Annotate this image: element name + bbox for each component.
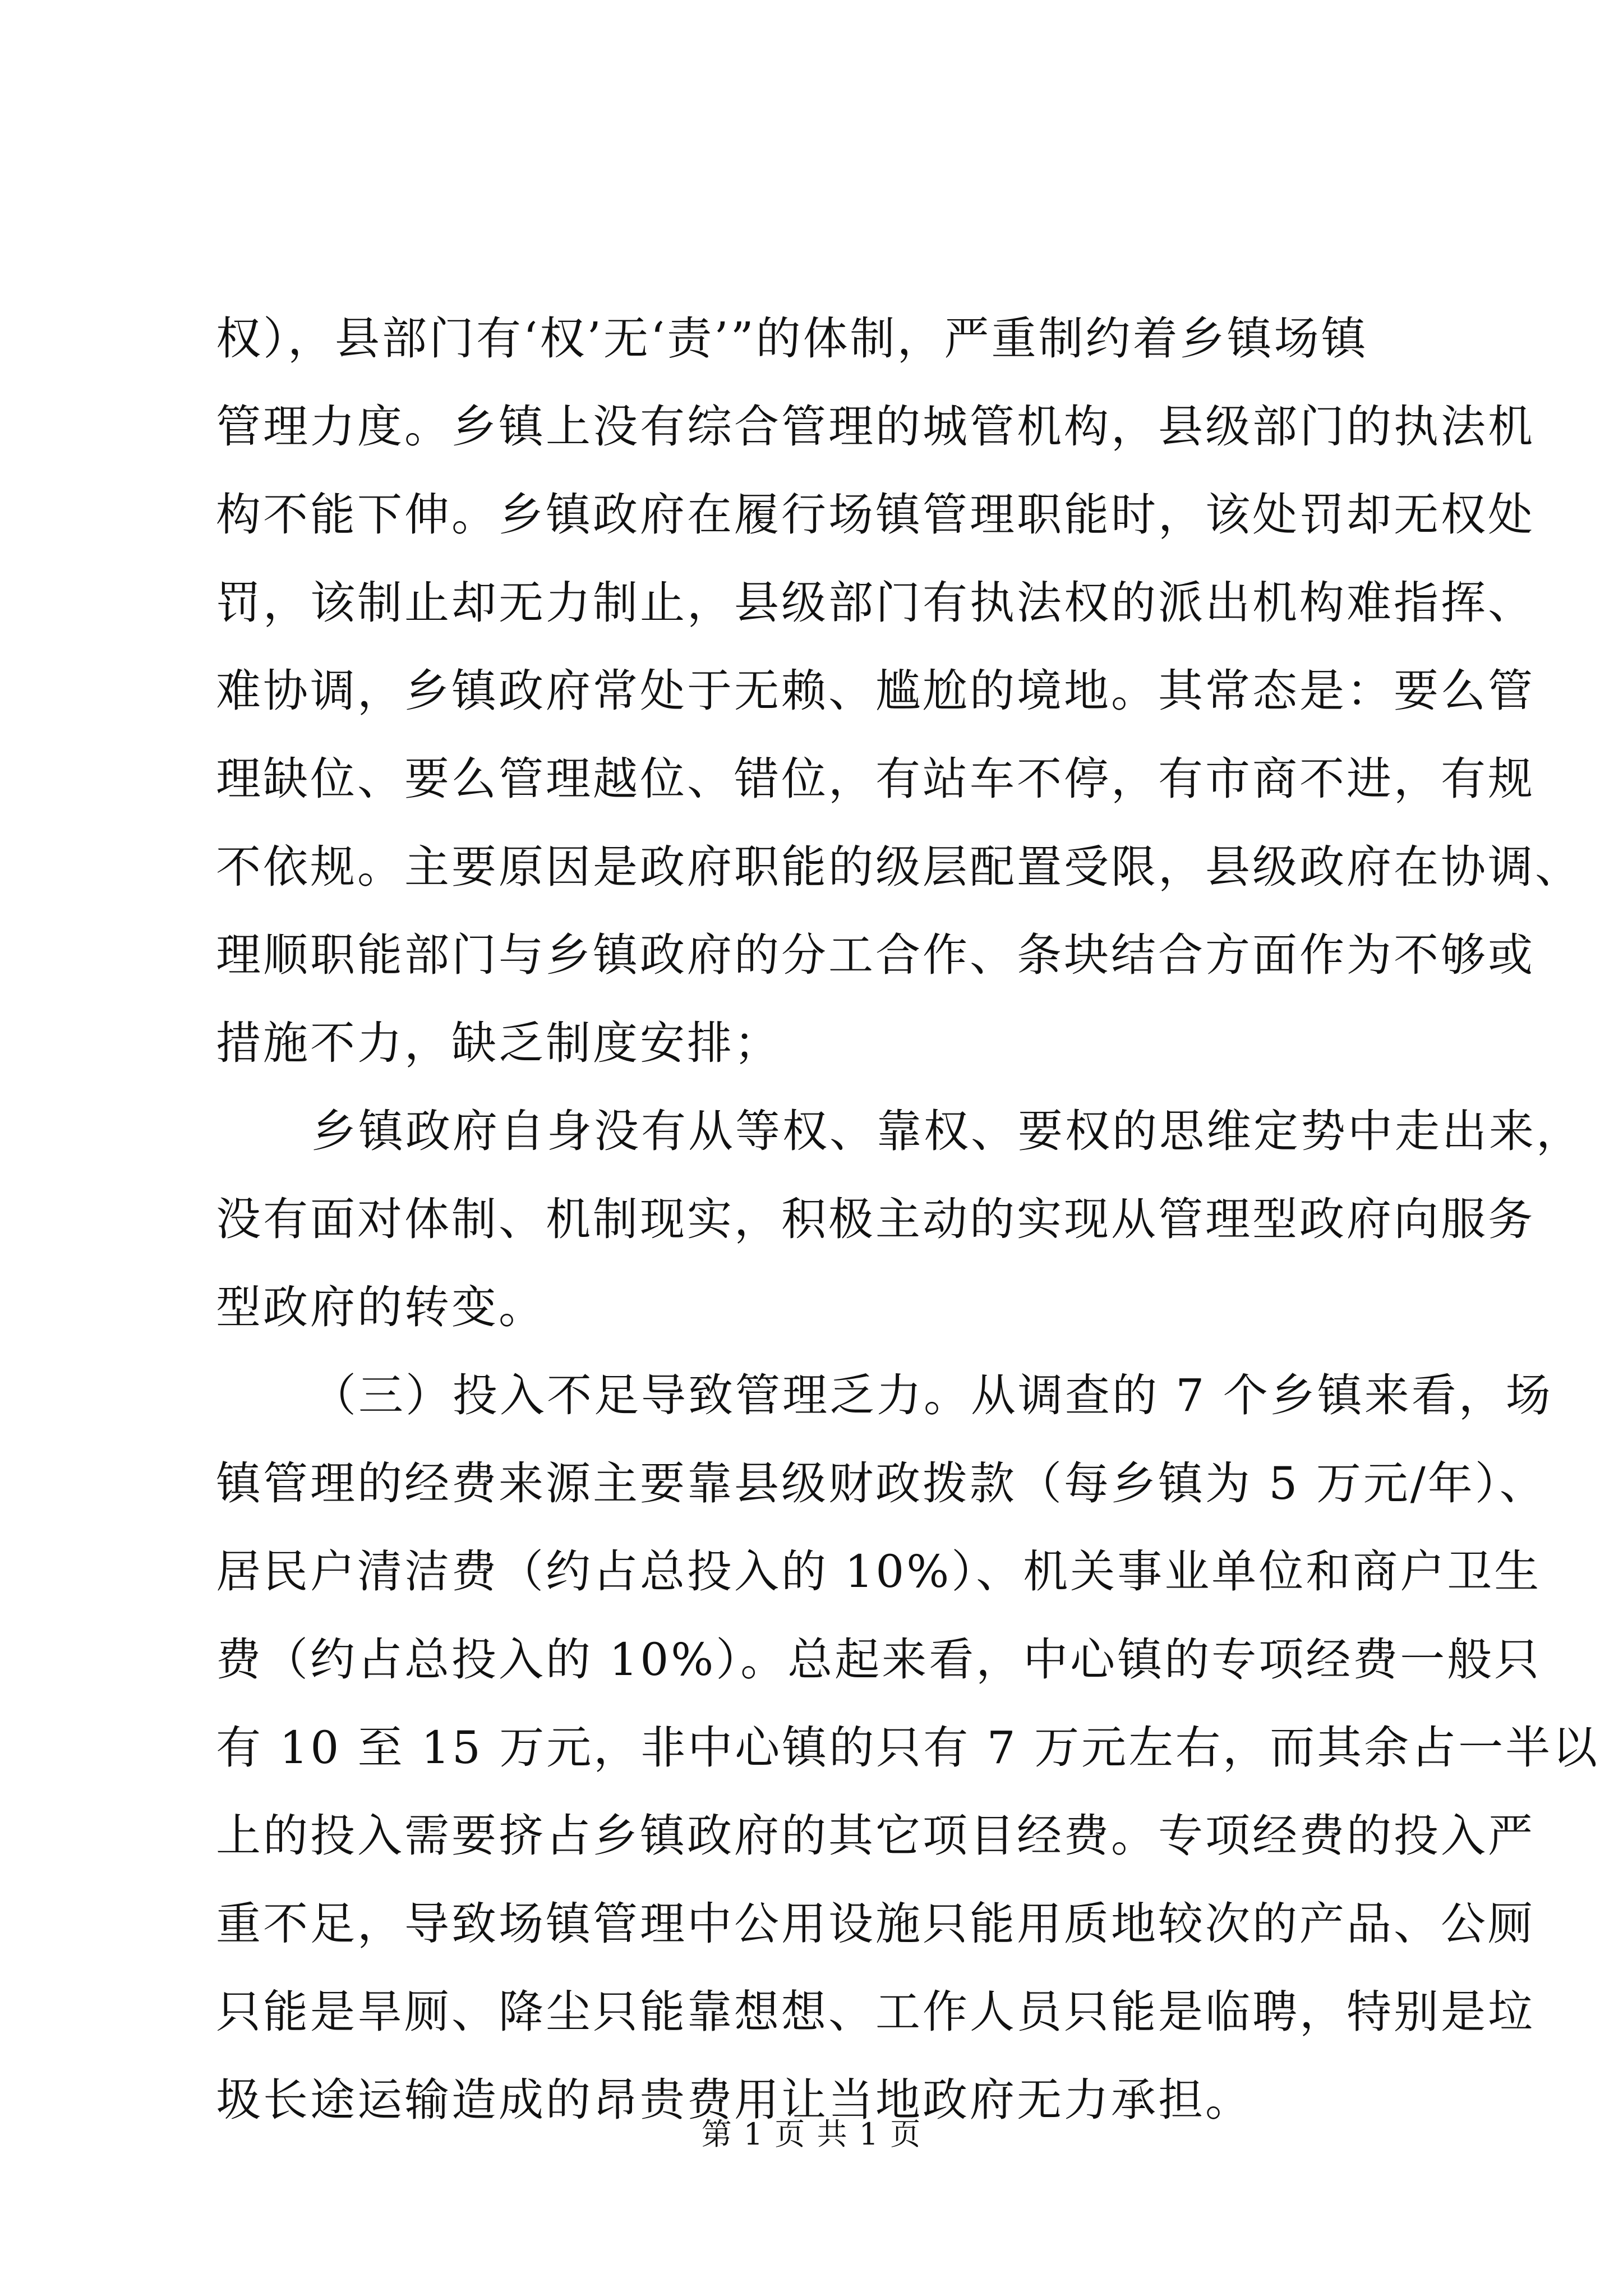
text-line: 镇管理的经费来源主要靠县级财政拨款（每乡镇为 5 万元/年）、 (216, 1457, 1547, 1510)
text-line: 难协调，乡镇政府常处于无赖、尴尬的境地。其常态是：要么管 (216, 665, 1535, 717)
text-line: 只能是旱厕、降尘只能靠想想、工作人员只能是临聘，特别是垃 (216, 1986, 1535, 2038)
text-line: 措施不力，缺乏制度安排； (216, 1017, 781, 1069)
text-line: 型政府的转变。 (216, 1281, 546, 1333)
text-line: 上的投入需要挤占乡镇政府的其它项目经费。专项经费的投入严 (216, 1810, 1535, 1862)
page-footer (0, 2112, 1623, 2157)
text-line: 没有面对体制、机制现实，积极主动的实现从管理型政府向服务 (216, 1193, 1535, 1245)
body-text (216, 295, 1600, 2144)
text-line: 罚，该制止却无力制止，县级部门有执法权的派出机构难指挥、 (216, 577, 1535, 629)
text-line: 理缺位、要么管理越位、错位，有站车不停，有市商不进，有规 (216, 753, 1535, 805)
text-line: 权），县部门有‘权’无‘责’”的体制，严重制约着乡镇场镇 (216, 312, 1368, 365)
text-line: 重不足，导致场镇管理中公用设施只能用质地较次的产品、公厕 (216, 1898, 1535, 1950)
text-line: 有 10 至 15 万元，非中心镇的只有 7 万元左右，而其余占一半以 (216, 1722, 1600, 1774)
text-line: 不依规。主要原因是政府职能的级层配置受限，县级政府在协调、 (216, 841, 1582, 893)
text-line: 理顺职能部门与乡镇政府的分工合作、条块结合方面作为不够或 (216, 929, 1535, 981)
text-line: 费（约占总投入的 10%）。总起来看，中心镇的专项经费一般只 (216, 1634, 1542, 1686)
text-line: （三）投入不足导致管理乏力。从调查的 7 个乡镇来看，场 (311, 1369, 1553, 1421)
text-line: 圾长途运输造成的昂贵费用让当地政府无力承担。 (216, 2074, 1252, 2126)
text-line: 居民户清洁费（约占总投入的 10%）、机关事业单位和商户卫生 (216, 1545, 1542, 1598)
text-line: 构不能下伸。乡镇政府在履行场镇管理职能时，该处罚却无权处 (216, 489, 1535, 541)
text-line: 管理力度。乡镇上没有综合管理的城管机构，县级部门的执法机 (216, 401, 1535, 453)
text-line: 乡镇政府自身没有从等权、靠权、要权的思维定势中走出来， (311, 1105, 1583, 1157)
page-number: 第 1 页 共 1 页 (701, 2116, 922, 2152)
